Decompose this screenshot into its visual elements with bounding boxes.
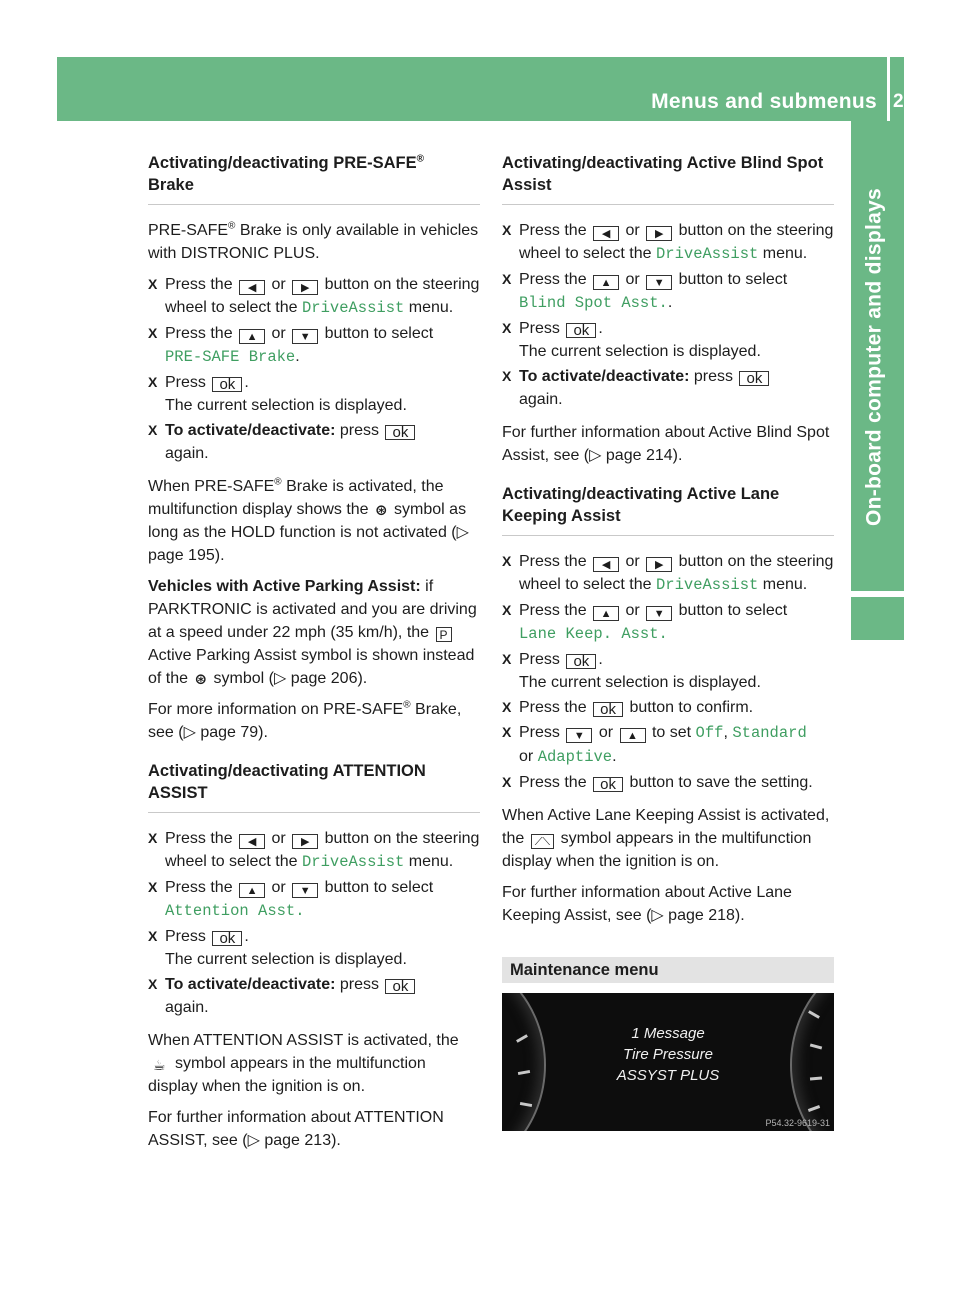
page-ref-icon: ▷ (651, 907, 664, 924)
arrow-icon: X (148, 325, 158, 341)
right-key-icon: ▶ (646, 557, 672, 572)
menu-item-name: Lane Keep. Asst. (519, 625, 668, 643)
heading-rule (502, 535, 834, 536)
arrow-icon: X (502, 222, 512, 238)
heading-pre-safe-brake: Activating/deactivating PRE-SAFE® Brake (148, 153, 425, 194)
instruction-step: X Press ok . The current selection is displayed. (502, 648, 834, 694)
header-divider (887, 57, 890, 121)
instruction-step: X Press the ▲ or ▼ button to select Lane Keep. Asst. (502, 599, 834, 646)
right-key-icon: ▶ (292, 280, 318, 295)
ok-key-icon: ok (739, 371, 769, 386)
arrow-icon: X (502, 699, 512, 715)
arrow-icon: X (148, 976, 158, 992)
left-column (148, 152, 480, 1160)
paragraph: When Active Lane Keeping Assist is activated, the ⟋⟍ symbol appears in the multifunction display when the ignition is on. (502, 807, 830, 870)
instruction-step: X Press the ◀ or ▶ button on the steering wheel to select the DriveAssist menu. (148, 273, 480, 320)
right-key-icon: ▶ (292, 834, 318, 849)
left-key-icon: ◀ (593, 557, 619, 572)
menu-name: DriveAssist (301, 853, 405, 871)
instruction-step: X Press the ▲ or ▼ button to select Attention Asst. (148, 876, 480, 923)
arrow-icon: X (148, 422, 158, 438)
menu-name: DriveAssist (655, 245, 759, 263)
ok-key-icon: ok (385, 979, 415, 994)
option-adaptive: Adaptive (537, 748, 613, 766)
instruction-step: X Press the ▲ or ▼ button to select Blind Spot Asst.. (502, 268, 834, 315)
paragraph: For further information about ATTENTION ASSIST, see (▷ page 213). (148, 1109, 444, 1149)
menu-name: DriveAssist (655, 576, 759, 594)
option-standard: Standard (732, 724, 807, 742)
arrow-icon: X (148, 879, 158, 895)
arrow-icon: X (148, 830, 158, 846)
heading-rule (502, 204, 834, 205)
option-off: Off (695, 724, 724, 742)
header-bar (57, 57, 925, 121)
menu-item-name: Blind Spot Asst. (519, 294, 668, 312)
arrow-icon: X (502, 724, 512, 740)
arrow-icon: X (502, 368, 512, 384)
instruction-step: X Press the ◀ or ▶ button on the steering wheel to select the DriveAssist menu. (502, 219, 834, 266)
lane-keeping-icon: ⟋⟍ (531, 834, 554, 849)
instruction-step: X Press the ok button to save the setting. (502, 771, 834, 794)
page-ref-icon: ▷ (456, 524, 469, 541)
heading-blind-spot-assist: Activating/deactivating Active Blind Spot Assist (502, 154, 824, 194)
side-tab-marker (851, 597, 904, 640)
instruction-step: X Press the ▲ or ▼ button to select PRE-SAFE Brake. (148, 322, 480, 369)
arrow-icon: X (502, 602, 512, 618)
heading-rule (148, 204, 480, 205)
paragraph: When PRE-SAFE® Brake is activated, the multifunction display shows the ⊛ symbol as long as the HOLD function is not activated (▷ page 195). (148, 476, 469, 564)
multifunction-display-text (502, 1023, 834, 1086)
brake-symbol-icon: ⊛ (375, 502, 388, 519)
instruction-step: X To activate/deactivate: press ok again. (148, 973, 480, 1019)
arrow-icon: X (502, 774, 512, 790)
paragraph: For further information about Active Blind Spot Assist, see (▷ page 214). (502, 424, 830, 464)
paragraph: For more information on PRE-SAFE® Brake, see (▷ page 79). (148, 699, 462, 741)
instruction-step: X Press the ◀ or ▶ button on the steering wheel to select the DriveAssist menu. (502, 550, 834, 597)
up-key-icon: ▲ (239, 883, 265, 898)
page-ref-icon: ▷ (273, 670, 287, 687)
ok-key-icon: ok (385, 425, 415, 440)
ok-key-icon: ok (593, 777, 623, 792)
parking-p-icon: P (436, 627, 452, 642)
down-key-icon: ▼ (292, 883, 318, 898)
display-line: 1 Message (631, 1025, 705, 1042)
left-key-icon: ◀ (239, 280, 265, 295)
instrument-cluster-image (502, 993, 834, 1131)
right-column (502, 152, 834, 1131)
menu-item-name: PRE-SAFE Brake (165, 348, 296, 366)
menu-item-name: Attention Asst. (165, 902, 305, 920)
ok-key-icon: ok (212, 931, 242, 946)
page-ref-icon: ▷ (589, 447, 602, 464)
instruction-step: X Press ok . The current selection is displayed. (148, 371, 480, 417)
down-key-icon: ▼ (566, 728, 592, 743)
paragraph: For further information about Active Lane Keeping Assist, see (▷ page 218). (502, 884, 792, 924)
up-key-icon: ▲ (593, 275, 619, 290)
instruction-step: X Press ok . The current selection is displayed. (148, 925, 480, 971)
coffee-cup-icon: ☕ (153, 1057, 166, 1073)
arrow-icon: X (148, 276, 158, 292)
instruction-step: X To activate/deactivate: press ok again. (502, 365, 834, 411)
left-key-icon: ◀ (593, 226, 619, 241)
left-key-icon: ◀ (239, 834, 265, 849)
instruction-step: X Press the ◀ or ▶ button on the steering wheel to select the DriveAssist menu. (148, 827, 480, 874)
instruction-step: X Press the ok button to confirm. (502, 696, 834, 719)
down-key-icon: ▼ (292, 329, 318, 344)
instruction-step: X Press ▼ or ▲ to set Off, Standard or Adaptive. (502, 721, 834, 769)
right-key-icon: ▶ (646, 226, 672, 241)
page-ref-icon: ▷ (183, 724, 196, 741)
ok-key-icon: ok (593, 702, 623, 717)
heading-rule (148, 812, 480, 813)
ok-key-icon: ok (566, 323, 596, 338)
paragraph: Vehicles with Active Parking Assist: if PARKTRONIC is activated and you are driving at a speed under 22 mph (35 km/h), the P Active Parking Assist symbol is shown instead of the ⊛ symbol (▷ page 206). (148, 578, 477, 688)
page-ref-icon: ▷ (247, 1132, 260, 1149)
arrow-icon: X (502, 553, 512, 569)
down-key-icon: ▼ (646, 275, 672, 290)
heading-lane-keeping-assist: Activating/deactivating Active Lane Keeping Assist (502, 485, 780, 525)
arrow-icon: X (502, 651, 512, 667)
heading-attention-assist: Activating/deactivating ATTENTION ASSIST (148, 762, 426, 802)
instruction-step: X Press ok . The current selection is displayed. (502, 317, 834, 363)
display-line: ASSYST PLUS (616, 1067, 720, 1084)
ok-key-icon: ok (566, 654, 596, 669)
maintenance-menu-heading: Maintenance menu (502, 957, 834, 983)
brake-symbol-icon: ⊛ (194, 671, 208, 688)
menu-name: DriveAssist (301, 299, 405, 317)
arrow-icon: X (148, 928, 158, 944)
image-code: P54.32-9619-31 (765, 1118, 830, 1128)
display-line: Tire Pressure (623, 1046, 713, 1063)
arrow-icon: X (502, 320, 512, 336)
ok-key-icon: ok (212, 377, 242, 392)
up-key-icon: ▲ (239, 329, 265, 344)
up-key-icon: ▲ (620, 728, 646, 743)
arrow-icon: X (148, 374, 158, 390)
side-tab-label: On-board computer and displays (862, 187, 886, 527)
page-number: 231 (893, 91, 925, 112)
paragraph: PRE-SAFE® Brake is only available in vehicles with DISTRONIC PLUS. (148, 220, 479, 262)
down-key-icon: ▼ (646, 606, 672, 621)
section-title: Menus and submenus (651, 90, 877, 113)
paragraph: When ATTENTION ASSIST is activated, the ☕ symbol appears in the multifunction display when the ignition is on. (148, 1032, 459, 1095)
instruction-step: X To activate/deactivate: press ok again. (148, 419, 480, 465)
arrow-icon: X (502, 271, 512, 287)
up-key-icon: ▲ (593, 606, 619, 621)
